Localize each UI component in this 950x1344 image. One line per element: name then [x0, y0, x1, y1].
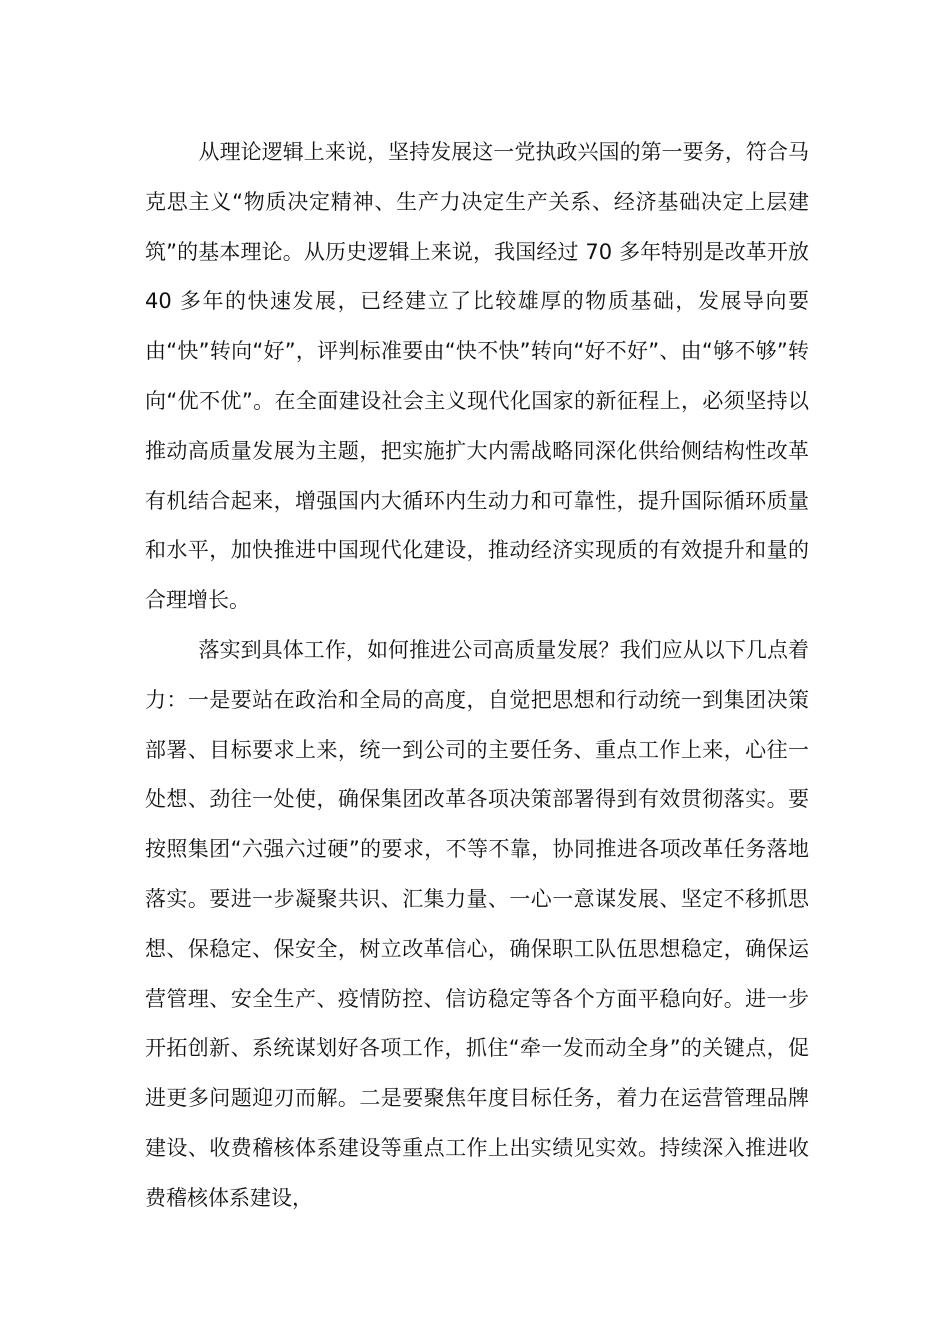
paragraph-theory-history: 从理论逻辑上来说，坚持发展这一党执政兴国的第一要务，符合马克思主义“物质决定精神、生产力决定生产关系、经济基础决定上层建筑”的基本理论。从历史逻辑上来说，我国经过 70 多年特别是改革开放 40 多年的快速发展，已经建立了比较雄厚的物质基础，发展导向要由“快”转向“好”，评判标准要由“快不快”转向“好不好”、由“够不够”转向“优不优”。在全面建设社会主义现代化国家的新征程上，必须坚持以推动高质量发展为主题，把实施扩大内需战略同深化供给侧结构性改革有机结合起来，增强国内大循环内生动力和可靠性，提升国际循环质量和水平，加快推进中国现代化建设，推动经济实现质的有效提升和量的合理增长。 — [145, 140, 809, 613]
paragraph-implementation: 落实到具体工作，如何推进公司高质量发展？我们应从以下几点着力：一是要站在政治和全局的高度，自觉把思想和行动统一到集团决策部署、目标要求上来，统一到公司的主要任务、重点工作上来，心往一处想、劲往一处使，确保集团改革各项决策部署得到有效贯彻落实。要按照集团“六强六过硬”的要求，不等不靠，协同推进各项改革任务落地落实。要进一步凝聚共识、汇集力量、一心一意谋发展、坚定不移抓思想、保稳定、保安全，树立改革信心，确保职工队伍思想稳定，确保运营管理、安全生产、疫情防控、信访稳定等各个方面平稳向好。进一步开拓创新、系统谋划好各项工作，抓住“牵一发而动全身”的关键点，促进更多问题迎刃而解。二是要聚焦年度目标任务，着力在运营管理品牌建设、收费稽核体系建设等重点工作上出实绩见实效。持续深入推进收费稽核体系建设， — [145, 637, 809, 1210]
document-body — [145, 128, 809, 1224]
